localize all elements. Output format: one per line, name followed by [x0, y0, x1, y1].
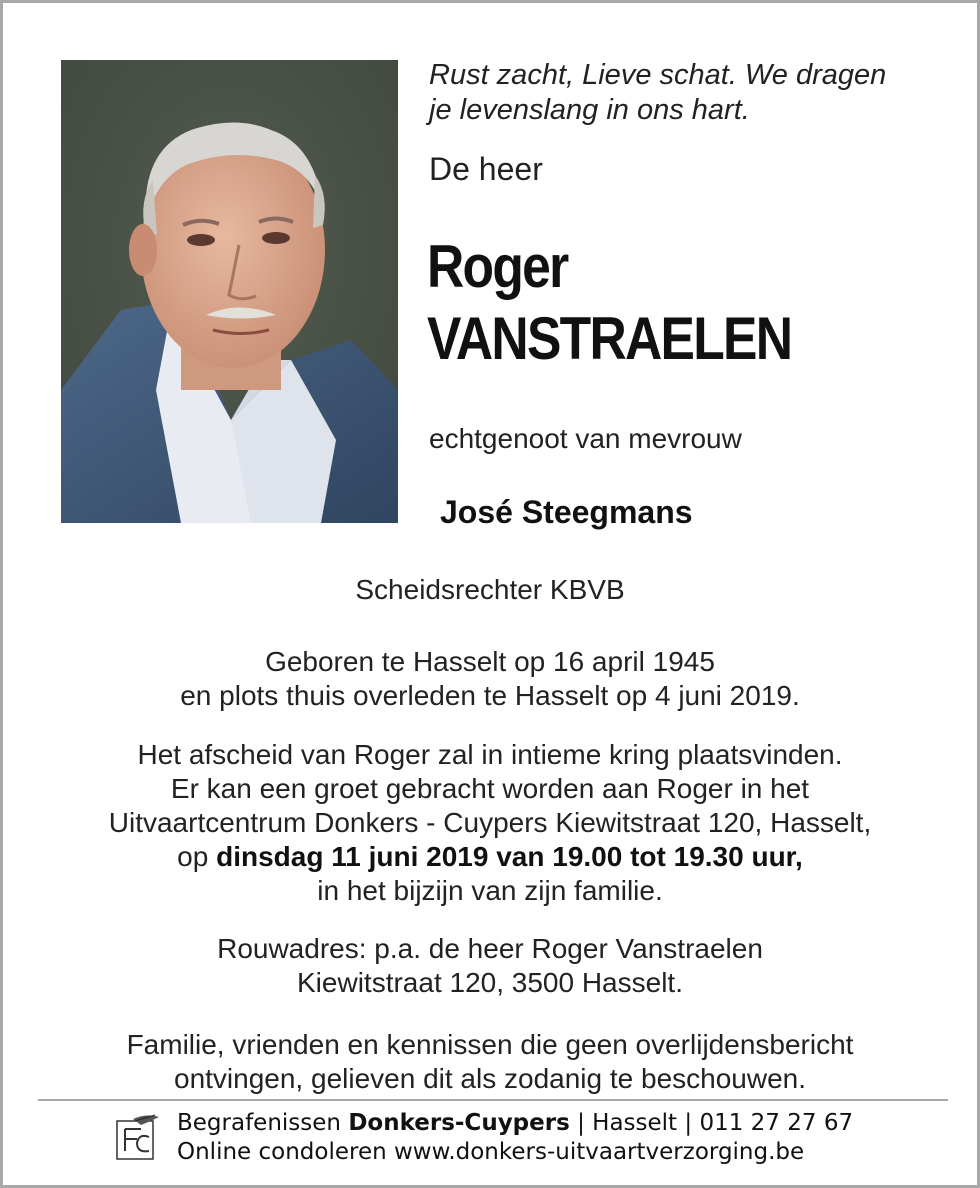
footer-website-link[interactable]: www.donkers-uitvaartverzorging.be [394, 1139, 805, 1165]
footer-divider [38, 1099, 948, 1101]
notice-line: ontvingen, gelieven dit als zodanig te beschouwen. [174, 1063, 806, 1094]
footer-phone: 011 27 27 67 [699, 1110, 854, 1136]
farewell-prefix: op [177, 841, 209, 872]
farewell-line-datetime [3, 840, 977, 874]
funeral-home-logo-icon [113, 1111, 163, 1163]
verse-line: Rust zacht, Lieve schat. We dragen [429, 59, 887, 91]
footer [177, 1109, 853, 1167]
farewell-line: Uitvaartcentrum Donkers - Cuypers Kiewitstraat 120, Hasselt, [108, 807, 872, 838]
dates-block [3, 645, 977, 713]
footer-company-line [177, 1109, 853, 1138]
spouse-name: José Steegmans [440, 494, 693, 530]
verse [429, 58, 949, 128]
role-text: Scheidsrechter KBVB [355, 574, 625, 605]
footer-separator: | [684, 1110, 693, 1136]
farewell-line: Er kan een groet gebracht worden aan Roger in het [170, 773, 810, 804]
footer-city: Hasselt [592, 1110, 678, 1136]
footer-company: Donkers-Cuypers [348, 1110, 570, 1136]
footer-online-label: Online condoleren [177, 1139, 387, 1165]
honorific: De heer [429, 151, 543, 187]
verse-line: je levenslang in ons hart. [429, 94, 750, 126]
address-line: Rouwadres: p.a. de heer Roger Vanstraelen [217, 933, 763, 964]
farewell-block [3, 738, 977, 908]
death-line: en plots thuis overleden te Hasselt op 4 juni 2019. [180, 680, 800, 711]
footer-prefix: Begrafenissen [177, 1110, 341, 1136]
notice-block [3, 1028, 977, 1096]
role [3, 573, 977, 607]
last-name: VANSTRAELEN [427, 305, 792, 372]
first-name: Roger [427, 233, 568, 300]
spouse-label: echtgenoot van mevrouw [429, 423, 742, 454]
portrait-photo [61, 60, 398, 523]
deceased-name [427, 231, 791, 375]
farewell-line: Het afscheid van Roger zal in intieme kring plaatsvinden. [137, 739, 843, 770]
footer-separator: | [577, 1110, 585, 1136]
notice-line: Familie, vrienden en kennissen die geen overlijdensbericht [126, 1029, 854, 1060]
address-block [3, 932, 977, 1000]
footer-online-line [177, 1138, 853, 1167]
farewell-line: in het bijzijn van zijn familie. [317, 875, 663, 906]
farewell-datetime: dinsdag 11 juni 2019 van 19.00 tot 19.30 uur, [216, 841, 803, 872]
address-line: Kiewitstraat 120, 3500 Hasselt. [297, 967, 683, 998]
birth-line: Geboren te Hasselt op 16 april 1945 [265, 646, 715, 677]
